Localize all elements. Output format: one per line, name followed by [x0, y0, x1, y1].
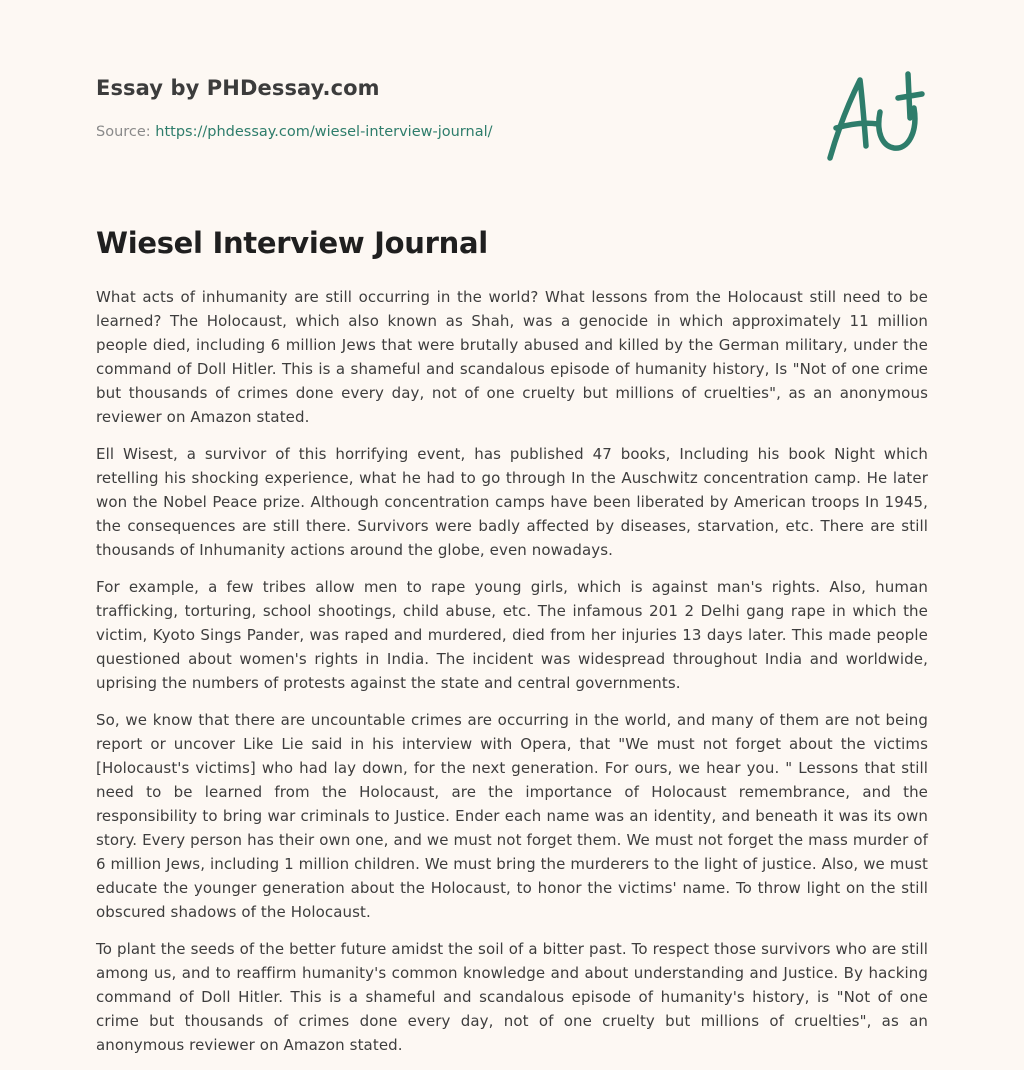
paragraph: Ell Wisest, a survivor of this horrifying event, has published 47 books, Including his book Night which retelling his shocking experience, what he had to go through In the Auschwitz concentration camp. He later won the Nobel Peace prize. Although concentration camps have been liberated by American troops In 1945, the consequences are still there. Survivors were badly affected by diseases, starvation, etc. There are still thousands of Inhumanity actions around the globe, even nowadays.: [96, 445, 928, 559]
document-header: [96, 76, 796, 140]
paragraph: So, we know that there are uncountable crimes are occurring in the world, and many of them are not being report or uncover Like Lie said in his interview with Opera, that "We must not forget about the victims [Holocaust's victims] who had lay down, for the next generation. For ours, we hear you. " Lessons that still need to be learned from the Holocaust, are the importance of Holocaust remembrance, and the responsibility to bring war criminals to Justice. Ender each name was an identity, and beneath it was its own story. Every person has their own one, and we must not forget them. We must not forget the mass murder of 6 million Jews, including 1 million children. We must bring the murderers to the light of justice. Also, we must educate the younger generation about the Holocaust, to honor the victims' name. To throw light on the still obscured shadows of the Holocaust.: [96, 711, 928, 921]
a-plus-logo-icon: [822, 68, 926, 164]
source-line: [96, 124, 493, 140]
paragraph: What acts of inhumanity are still occurring in the world? What lessons from the Holocaust still need to be learned? The Holocaust, which also known as Shah, was a genocide in which approximately 11 million people died, including 6 million Jews that were brutally abused and killed by the German military, under the command of Doll Hitler. This is a shameful and scandalous episode of humanity history, Is "Not of one crime but thousands of crimes done every day, not of one cruelty but millions of cruelties", as an anonymous reviewer on Amazon stated.: [96, 288, 928, 426]
article-body: [96, 285, 928, 1070]
paragraph: For example, a few tribes allow men to rape young girls, which is against man's rights. Also, human trafficking, torturing, school shootings, child abuse, etc. The infamous 201 2 Delhi gang rape in which the victim, Kyoto Sings Pander, was raped and murdered, died from her injuries 13 days later. This made people questioned about women's rights in India. The incident was widespread throughout India and worldwide, uprising the numbers of protests against the state and central governments.: [96, 578, 928, 692]
paragraph: To plant the seeds of the better future amidst the soil of a bitter past. To respect those survivors who are still among us, and to reaffirm humanity's common knowledge and about understanding and Justice. By hacking command of Doll Hitler. This is a shameful and scandalous episode of humanity's history, is "Not of one crime but thousands of crimes done every day, not of one cruelty but millions of cruelties", as an anonymous reviewer on Amazon stated.: [96, 940, 928, 1054]
source-link[interactable]: https://phdessay.com/wiesel-interview-journal/: [155, 124, 493, 140]
page-title: Wiesel Interview Journal: [96, 226, 488, 260]
source-label: Source:: [96, 124, 156, 140]
brand-title: Essay by PHDessay.com: [96, 76, 380, 100]
